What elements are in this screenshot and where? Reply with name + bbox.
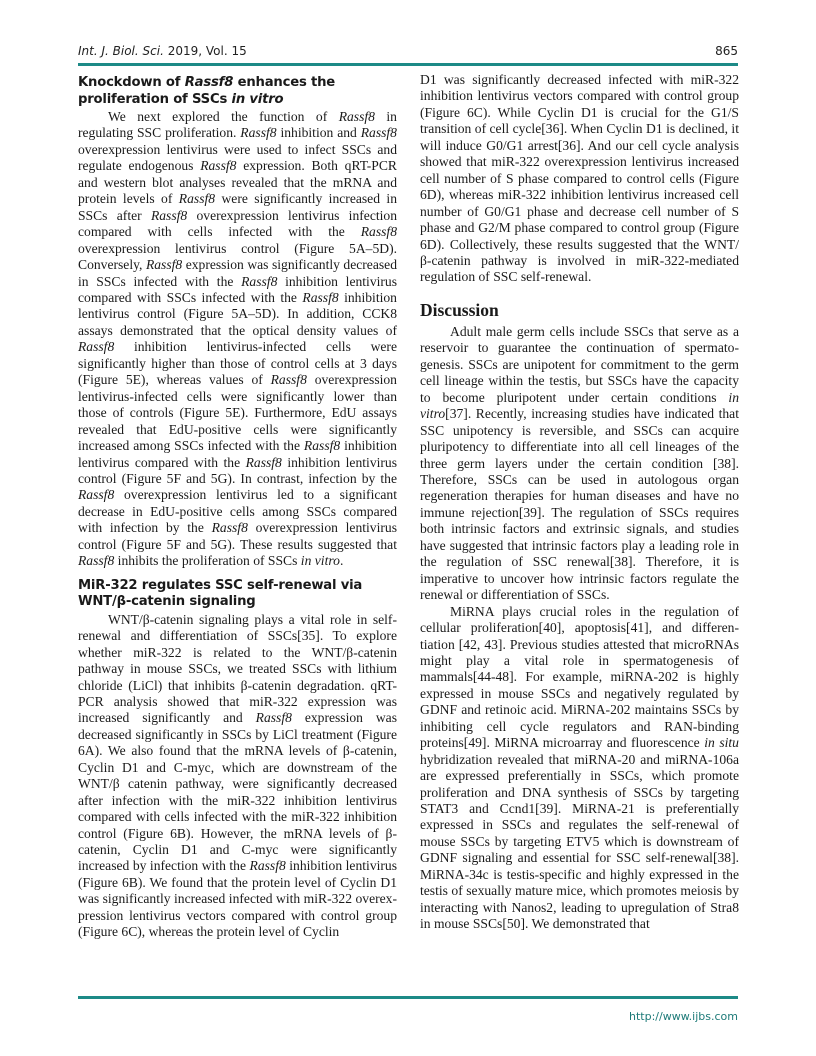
- italic-term: Rassf8: [303, 438, 341, 454]
- italic-term: Rassf8: [240, 125, 277, 141]
- right-column: [420, 72, 739, 933]
- year-volume: 2019, Vol. 15: [167, 44, 247, 58]
- italic-term: in vitro: [420, 389, 739, 422]
- paragraph-continuation: D1 was significantly decreased infected with miR-322 inhibition lentivirus vectors compared with control group (Figure 6C). While Cyclin D1 is crucial for the G1/S transition of cell cycle[36]. When Cyclin D1 is declined, it will induce G0/G1 arrest[36]. And our cell cycle analysis showed that miR-322 overexpression lentivirus increased cell number of S phase compared to control cells (Figure 6D), whereas miR-322 inhibition lentivirus increased cell number of G0/G1 phase and decrease cell number of S phase and G2/M phase compared to control group (Figure 6D). Collectively, these results suggested that the WNT/ β-catenin pathway is involved in miR-322-mediated regulation of SSC self-renewal.: [420, 72, 739, 285]
- italic-term: Rassf8: [360, 125, 397, 141]
- heading-text: enhances the proliferation of SSCs: [78, 75, 336, 107]
- left-column: [78, 72, 397, 941]
- paragraph: MiRNA plays crucial roles in the regulation of cellular proliferation[40], apoptosis[41], and differentiation [42, 43]. Previous studies attested that microRNAs might play a vital role in spermatogenesis of mammals[44-48]. For example, miRNA-202 is highly expressed in mouse SSCs and negatively regulated by GDNF and retinoic acid. MiRNA-202 maintains SSCs by inhibiting cell cycle regulators and RAN-binding proteins[49]. MiRNA microarray and fluorescence in situ hybridization revealed that miRNA-20 and miRNA-106a are expressed preferentially in SSCs, which promote proliferation and DNA synthesis of SSCs by targeting STAT3 and Ccnd1[39]. MiRNA-21 is preferentially expressed in SSCs and regulates the self-renewal of mouse SSCs by targeting ETV5 which is downstream of GDNF signaling and essential for SSC self-renewal[38]. MiRNA-34c is testis-specific and highly expressed in the testis of sexually mature mice, which promotes meiosis by interacting with Nanos2, leading to upregulation of Stra8 in mouse SSCs[50]. We demonstrated that: [420, 603, 739, 932]
- heading-italic: in vitro: [231, 91, 284, 107]
- italic-term: Rassf8: [178, 191, 216, 207]
- heading-text: Knockdown of: [78, 75, 185, 90]
- italic-term: Rassf8: [78, 487, 115, 503]
- italic-term: Rassf8: [360, 224, 397, 240]
- section-heading-knockdown: [78, 75, 397, 108]
- italic-term: Rassf8: [145, 257, 183, 273]
- italic-term: Rassf8: [245, 454, 282, 470]
- section-heading-discussion: Discussion: [420, 299, 499, 320]
- paragraph: WNT/β-catenin signaling plays a vital role in self-renewal and differentiation of SSCs[35]. To explore whether miR-322 is related to the WNT/β-catenin pathway in mouse SSCs, we treated SSCs with lithium chloride (LiCl) that inhibits β-catenin degradation. qRT-PCR analysis showed that miR-322 expression was increased significantly and Rassf8 expression was decreased significantly in SSCs by LiCl treatment (Figure 6A). We also found that the mRNA levels of β-catenin, Cyclin D1 and C-myc, which are downstream of the WNT/β catenin pathway, were significantly decreased after infection with the miR-322 inhibition lentivirus compared with cells infected with the miR-322 inhibition control (Figure 6B). However, the mRNA levels of β-catenin, Cyclin D1 and C-myc were significantly increased by infection with the Rassf8 inhibition lentivirus (Figure 6B). We found that the protein level of Cyclin D1 was significantly increased infected with miR-322 overexpression lentivirus vectors compared with control group (Figure 6C), whereas the protein level of Cyclin: [78, 611, 398, 940]
- italic-term: Rassf8: [211, 520, 248, 536]
- italic-term: Rassf8: [249, 858, 286, 874]
- paragraph: Adult male germ cells include SSCs that serve as a reservoir to guarantee the continuation of spermatogenesis. SSCs are unipotent for commitment to the germ cell lineage within the testis, but SSCs have the capacity to become pluripotent under certain conditions in vitro[37]. Recently, increasing studies have indicated that SSC unipotency is reversible, and SSCs can acquire pluripotency to differentiate into all cell lineages of the three germ layers under the certain condition [38]. Therefore, SSCs can be used in autologous organ regeneration therapies for human diseases and have no immune rejection[39]. The regulation of SSCs requires both intrinsic factors and extrinsic signals, and studies have suggested that intrinsic factors play a leading role in the regulation of SSC renewal[38]. Therefore, it is imperative to uncover how intrinsic factors regulate the renewal or differentiation of SSCs.: [420, 323, 739, 603]
- footer-rule: [78, 996, 738, 999]
- section-heading-mir322: MiR-322 regulates SSC self-renewal via WNT/β-catenin signaling: [78, 577, 363, 610]
- italic-term: Rassf8: [150, 207, 188, 223]
- page-number: 865: [715, 44, 738, 58]
- italic-term: Rassf8: [78, 339, 115, 355]
- journal-citation: [78, 44, 247, 58]
- running-header: [78, 42, 738, 62]
- italic-term: Rassf8: [78, 553, 115, 569]
- italic-term: Rassf8: [241, 273, 278, 289]
- italic-term: in situ: [704, 735, 739, 751]
- journal-url-link[interactable]: http://www.ijbs.com: [629, 1010, 738, 1023]
- italic-term: Rassf8: [270, 372, 307, 388]
- heading-gene: Rassf8: [184, 75, 234, 90]
- italic-term: Rassf8: [200, 158, 237, 174]
- italic-term: Rassf8: [338, 109, 375, 124]
- italic-term: in vitro: [300, 553, 340, 569]
- italic-term: Rassf8: [302, 289, 339, 305]
- paragraph: We next explored the function of Rassf8 in regulating SSC proliferation. Rassf8 inhibition and Rassf8 overexpression lentivirus were used to infect SSCs and regulate endogenous Rassf8 expression. Both qRT-PCR and western blot analyses revealed that the mRNA and protein levels of Rassf8 were significantly increased in SSCs after Rassf8 overexpression lentivirus infection compared with cells infected with the Rassf8 overexpression lentivirus control (Figure 5A–5D). Conversely, Rassf8 expression was significantly decreased in SSCs infected with the Rassf8 inhibition lentivirus compared with SSCs infected with the Rassf8 inhibition lentivirus control (Figure 5A–5D). In addition, CCK8 assays demonstrated that the optical density values of Rassf8 inhibition lentivirus-infected cells were significantly higher than those of control cells at 3 days (Figure 5E), whereas values of Rassf8 overexpression lentivirus-infected cells were significantly lower than those of controls (Figure 5E). Furthermore, EdU assays revealed that EdU-positive cells were significantly increased among SSCs infected with the Rassf8 inhibition lentivirus compared with the Rassf8 inhibition lentivirus control (Figure 5F and 5G). In contrast, infection by the Rassf8 overexpression lentivirus led to a significant decrease in EdU-positive cells among SSCs compared with infection by the Rassf8 overexpression lentivirus control (Figure 5F and 5G). These results suggested that Rassf8 inhibits the proliferation of SSCs in vitro.: [78, 109, 398, 569]
- header-rule: [78, 63, 738, 66]
- journal-abbrev: Int. J. Biol. Sci.: [78, 44, 164, 58]
- italic-term: Rassf8: [255, 710, 292, 726]
